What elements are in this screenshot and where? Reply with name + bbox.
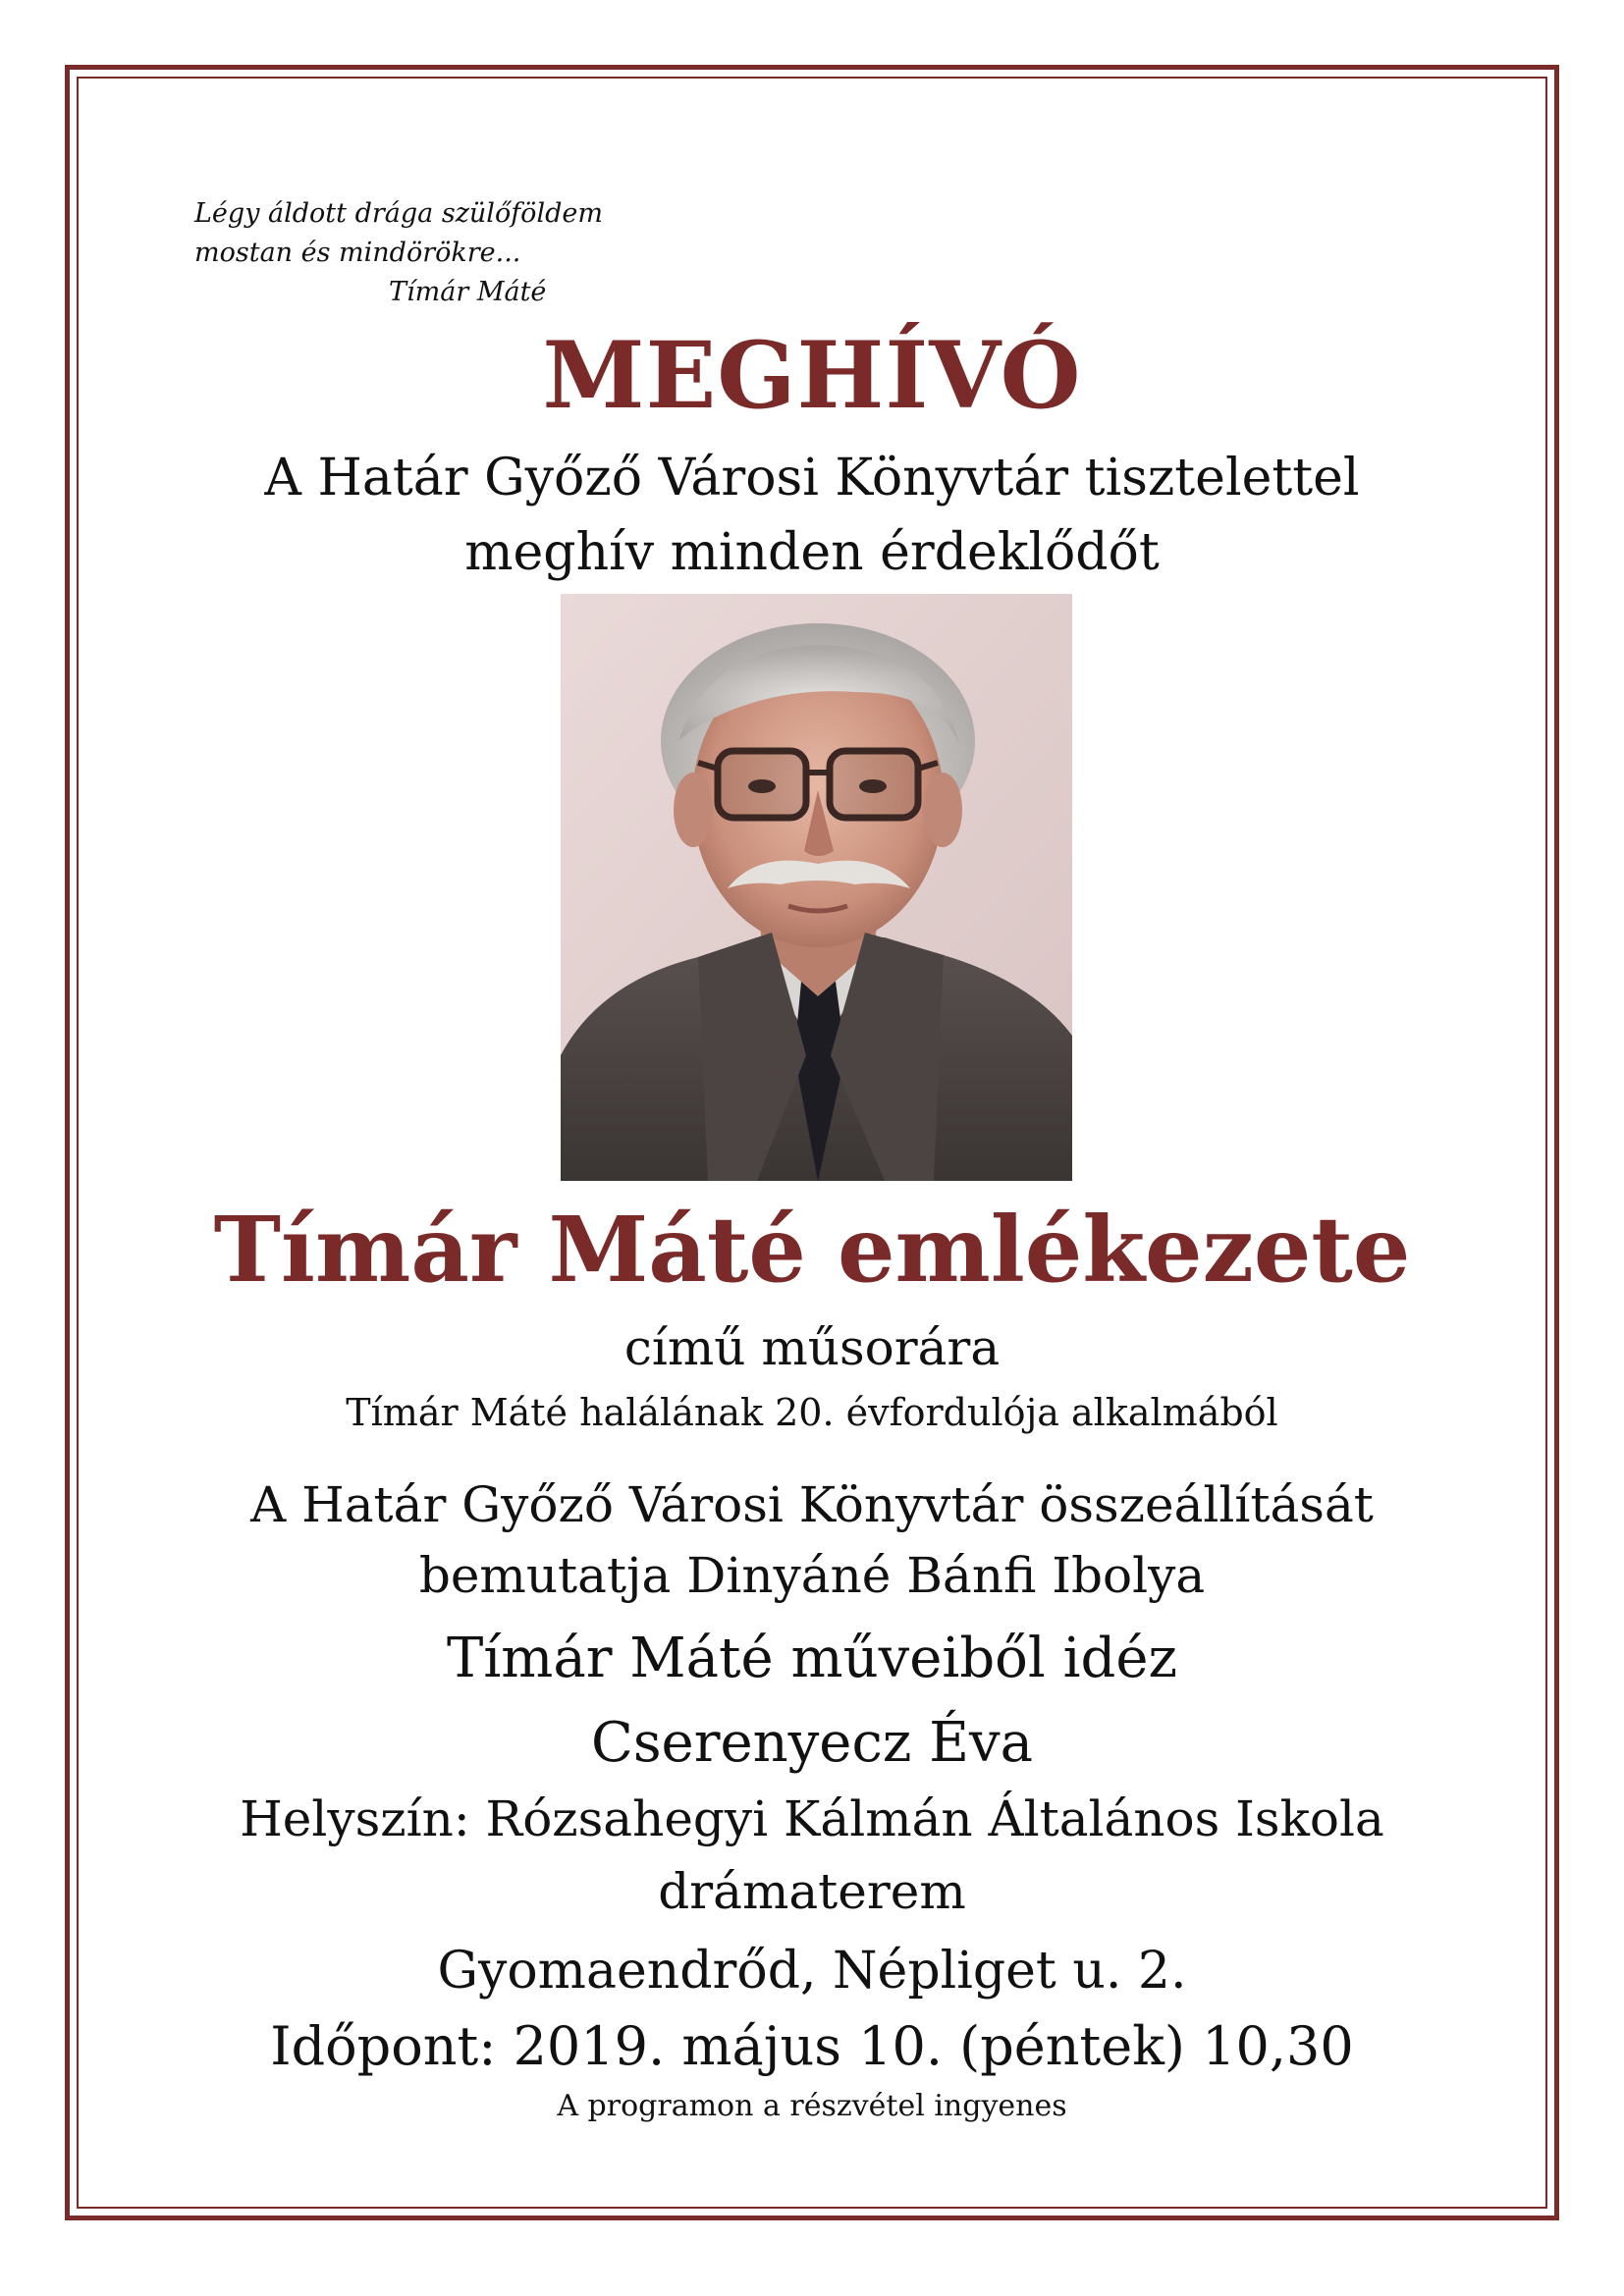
motto-author: Tímár Máté [389, 277, 547, 307]
presenter-line: bemutatja Dinyáné Bánfi Ibolya [418, 1547, 1206, 1604]
venue-line-1: Helyszín: Rózsahegyi Kálmán Általános Iskola [240, 1790, 1384, 1847]
motto-quote [194, 194, 603, 312]
invitation-title: MEGHÍVÓ [542, 322, 1082, 430]
program-occasion: Tímár Máté halálának 20. évfordulója alkalmából [346, 1391, 1278, 1434]
compiled-by-line: A Határ Győző Városi Könyvtár összeállítását [250, 1476, 1374, 1533]
motto-line-1: Légy áldott drága szülőföldem [194, 198, 603, 229]
program-subtitle: című műsorára [623, 1319, 1001, 1376]
event-time: Időpont: 2019. május 10. (péntek) 10,30 [270, 2015, 1354, 2077]
quote-line-1: Tímár Máté műveiből idéz [446, 1627, 1178, 1690]
motto-line-2: mostan és mindörökre... [194, 238, 521, 268]
free-admission-note: A programon a részvétel ingyenes [557, 2089, 1067, 2123]
venue-address: Gyomaendrőd, Népliget u. 2. [437, 1942, 1187, 2001]
venue-line-2: drámaterem [658, 1863, 966, 1920]
intro-line-1: A Határ Győző Városi Könyvtár tisztelettel [264, 449, 1360, 507]
program-title: Tímár Máté emlékezete [213, 1197, 1411, 1303]
intro-line-2: meghív minden érdeklődőt [464, 523, 1160, 582]
portrait-photo [561, 594, 1072, 1181]
quote-line-2: Cserenyecz Éva [590, 1711, 1034, 1775]
